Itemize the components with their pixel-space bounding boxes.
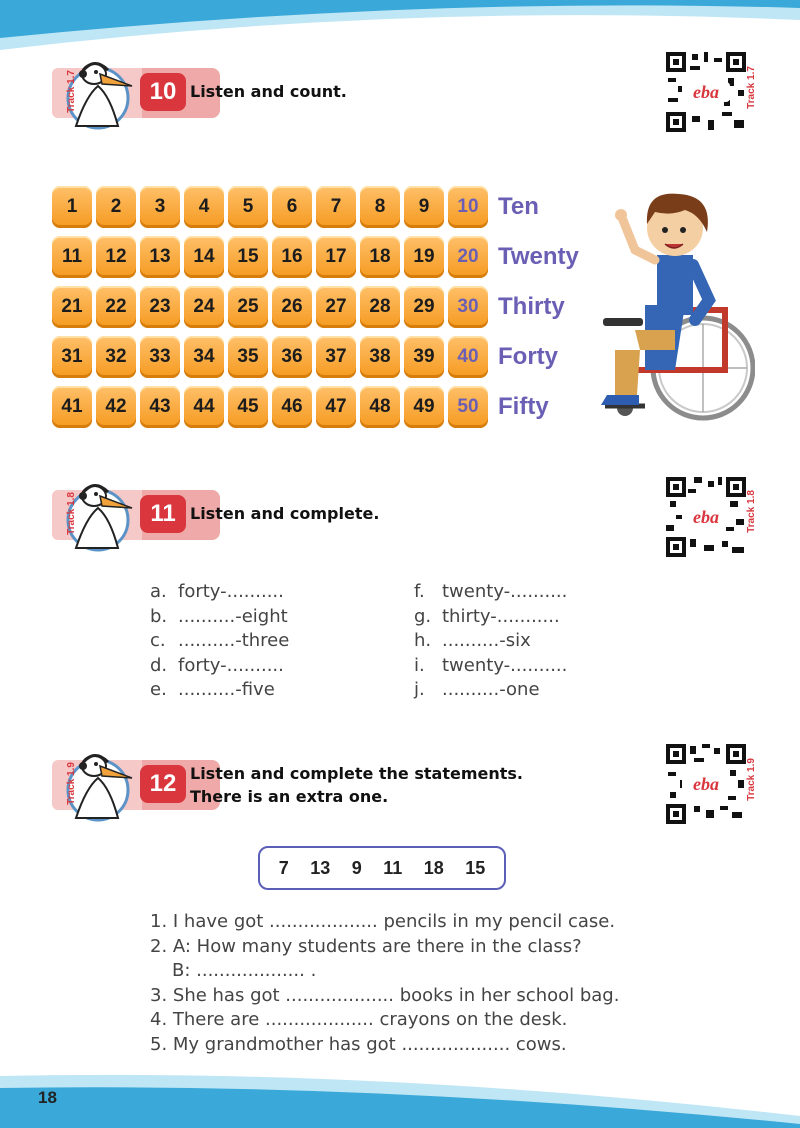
- number-tile: 11: [52, 236, 92, 278]
- number-tile: 21: [52, 286, 92, 328]
- page-number: 18: [38, 1088, 57, 1107]
- item-text: twenty-..........: [442, 654, 568, 676]
- exercise-12-statements: [150, 910, 619, 1057]
- instruction-line: Listen and complete the statements.: [190, 764, 523, 783]
- number-tile: 23: [140, 286, 180, 328]
- exercise-11-left-column: [150, 580, 289, 703]
- list-item: [150, 654, 289, 679]
- item-text: ..........-five: [178, 679, 275, 700]
- number-tile: 15: [228, 236, 268, 278]
- list-item: [414, 654, 567, 679]
- number-tile: 13: [140, 236, 180, 278]
- statement: 4. There are ................... crayons on the desk.: [150, 1009, 568, 1030]
- tens-tile: 10: [448, 186, 488, 228]
- bottom-decorative-band: [0, 1058, 800, 1128]
- number-tile: 37: [316, 336, 356, 378]
- number-grid: [52, 182, 579, 432]
- statement: 5. My grandmother has got ................... cows.: [150, 1033, 567, 1055]
- item-label: e.: [150, 679, 167, 700]
- tens-tile: 40: [448, 336, 488, 378]
- number-tile: 25: [228, 286, 268, 328]
- number-option: 18: [423, 857, 444, 878]
- number-tile: 38: [360, 336, 400, 378]
- list-item: [414, 605, 567, 630]
- track-label: Track 1.9: [65, 762, 77, 805]
- number-tile: 46: [272, 386, 312, 428]
- number-tile: 22: [96, 286, 136, 328]
- tens-tile: 30: [448, 286, 488, 328]
- number-option: 15: [465, 857, 486, 878]
- svg-text:eba: eba: [693, 82, 719, 102]
- grid-row: [52, 282, 579, 332]
- number-tile: 29: [404, 286, 444, 328]
- item-label: j.: [414, 679, 425, 700]
- number-option: 9: [351, 857, 362, 878]
- statement: B: ................... .: [172, 960, 317, 981]
- exercise-instruction: Listen and count.: [190, 82, 347, 101]
- svg-text:eba: eba: [693, 774, 719, 794]
- statement: 3. She has got ................... books in her school bag.: [150, 984, 620, 1006]
- number-tile: 1: [52, 186, 92, 228]
- qr-track-label: Track 1.8: [745, 490, 757, 533]
- number-tile: 2: [96, 186, 136, 228]
- number-tile: 6: [272, 186, 312, 228]
- number-tile: 41: [52, 386, 92, 428]
- number-tile: 34: [184, 336, 224, 378]
- exercise-12-header: [50, 748, 550, 828]
- tens-word: Twenty: [498, 243, 579, 270]
- list-item: [150, 605, 289, 630]
- exercise-number-badge: 10: [140, 73, 186, 111]
- item-label: a.: [150, 581, 167, 602]
- number-tile: 33: [140, 336, 180, 378]
- number-tile: 7: [316, 186, 356, 228]
- grid-row: [52, 382, 579, 432]
- number-tile: 3: [140, 186, 180, 228]
- boy-wheelchair-illustration: [575, 190, 755, 430]
- grid-row: [52, 182, 579, 232]
- exercise-10-header: [50, 56, 550, 136]
- number-tile: 16: [272, 236, 312, 278]
- number-tile: 49: [404, 386, 444, 428]
- number-tile: 47: [316, 386, 356, 428]
- number-tile: 44: [184, 386, 224, 428]
- number-tile: 36: [272, 336, 312, 378]
- number-tile: 42: [96, 386, 136, 428]
- qr-track-label: Track 1.9: [745, 758, 757, 801]
- number-tile: 4: [184, 186, 224, 228]
- number-tile: 8: [360, 186, 400, 228]
- exercise-instruction: Listen and complete.: [190, 504, 380, 523]
- item-text: forty-..........: [178, 581, 284, 602]
- number-tile: 17: [316, 236, 356, 278]
- item-label: h.: [414, 630, 432, 651]
- number-tile: 14: [184, 236, 224, 278]
- number-tile: 31: [52, 336, 92, 378]
- number-tile: 39: [404, 336, 444, 378]
- tens-word: Fifty: [498, 393, 549, 420]
- item-label: i.: [414, 654, 425, 676]
- number-tile: 19: [404, 236, 444, 278]
- number-tile: 45: [228, 386, 268, 428]
- item-text: ..........-three: [178, 630, 290, 651]
- item-text: ..........-six: [442, 630, 531, 651]
- tens-tile: 20: [448, 236, 488, 278]
- instruction-line: There is an extra one.: [190, 787, 389, 806]
- item-text: ..........-eight: [178, 605, 288, 627]
- tens-word: Thirty: [498, 293, 565, 320]
- exercise-11-header: [50, 478, 550, 558]
- qr-code-icon[interactable]: [664, 475, 748, 559]
- item-label: d.: [150, 654, 168, 676]
- number-tile: 12: [96, 236, 136, 278]
- item-label: b.: [150, 605, 168, 627]
- statement: 1. I have got ................... pencils in my pencil case.: [150, 911, 616, 932]
- list-item: [150, 580, 289, 605]
- number-option: 11: [383, 857, 403, 878]
- number-option: 7: [278, 857, 289, 878]
- number-options-box: [258, 846, 506, 890]
- exercise-number-badge: 12: [140, 765, 186, 803]
- exercise-number-badge: 11: [140, 495, 186, 533]
- item-text: forty-..........: [178, 654, 284, 676]
- grid-row: [52, 232, 579, 282]
- list-item: [150, 678, 289, 703]
- exercise-11-right-column: [414, 580, 567, 703]
- track-label: Track 1.8: [65, 492, 77, 535]
- number-tile: 35: [228, 336, 268, 378]
- item-text: ..........-one: [442, 679, 540, 700]
- number-tile: 28: [360, 286, 400, 328]
- number-tile: 24: [184, 286, 224, 328]
- list-item: [414, 580, 567, 605]
- tens-tile: 50: [448, 386, 488, 428]
- number-tile: 48: [360, 386, 400, 428]
- number-tile: 26: [272, 286, 312, 328]
- statement: 2. A: How many students are there in the class?: [150, 935, 582, 957]
- number-tile: 9: [404, 186, 444, 228]
- number-tile: 18: [360, 236, 400, 278]
- item-text: thirty-...........: [442, 605, 560, 627]
- item-text: twenty-..........: [442, 581, 568, 602]
- tens-word: Ten: [498, 193, 539, 220]
- tens-word: Forty: [498, 343, 558, 370]
- number-tile: 32: [96, 336, 136, 378]
- list-item: [414, 629, 567, 654]
- list-item: [414, 678, 567, 703]
- list-item: [150, 629, 289, 654]
- number-tile: 43: [140, 386, 180, 428]
- grid-row: [52, 332, 579, 382]
- qr-code-icon[interactable]: [664, 742, 748, 826]
- item-label: g.: [414, 605, 432, 627]
- track-label: Track 1.7: [65, 70, 77, 113]
- qr-code-icon[interactable]: [664, 50, 748, 134]
- number-tile: 5: [228, 186, 268, 228]
- exercise-instruction: [190, 762, 523, 808]
- number-tile: 27: [316, 286, 356, 328]
- number-option: 13: [310, 857, 331, 878]
- qr-track-label: Track 1.7: [745, 66, 757, 109]
- svg-text:eba: eba: [693, 507, 719, 527]
- item-label: c.: [150, 630, 166, 651]
- item-label: f.: [414, 581, 425, 602]
